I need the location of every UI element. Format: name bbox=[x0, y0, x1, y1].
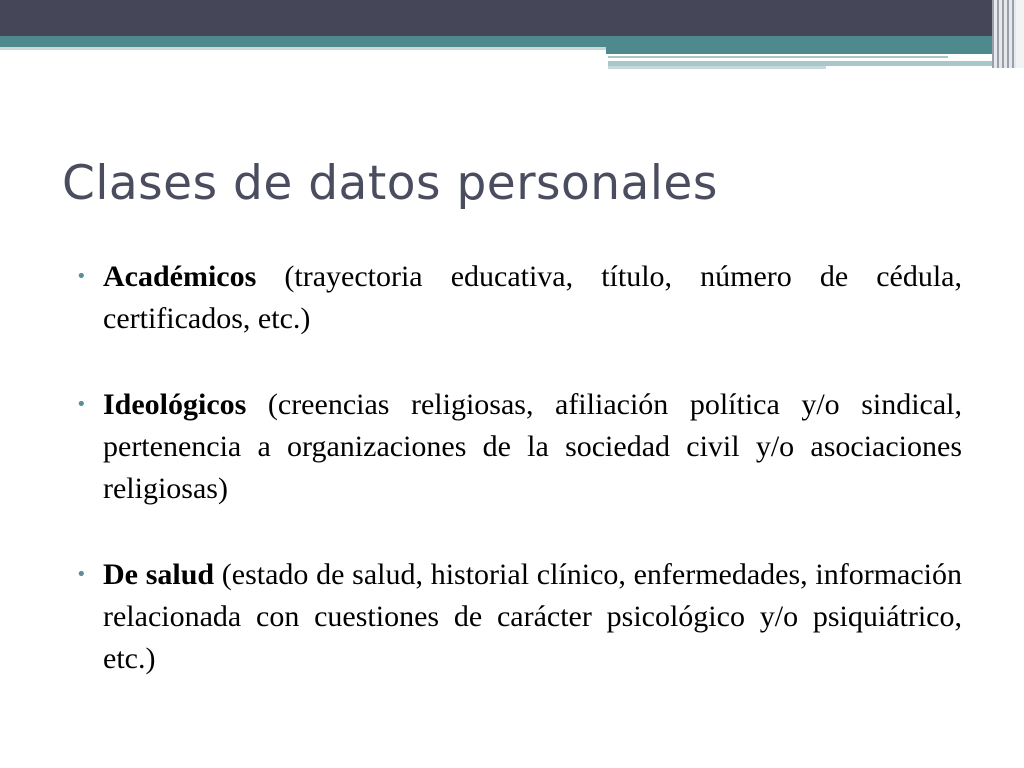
header-dark-band bbox=[0, 0, 1024, 36]
bullet-icon: • bbox=[76, 266, 87, 287]
bullet-icon: • bbox=[76, 564, 87, 585]
header-tab-step bbox=[606, 47, 1024, 54]
bullet-icon: • bbox=[76, 394, 87, 415]
header-light-line bbox=[0, 47, 606, 50]
item-term: Académicos bbox=[103, 260, 257, 293]
list-item bbox=[76, 256, 962, 340]
item-description: (estado de salud, historial clínico, enfermedades, información relacionada con cuestiones de carácter psicológico y/o psiquiátrico, etc.) bbox=[103, 558, 962, 675]
header-accent-line bbox=[608, 56, 948, 58]
slide-title: Clases de datos personales bbox=[62, 156, 718, 211]
header-stripes-cap bbox=[1016, 0, 1024, 68]
item-term: De salud bbox=[103, 558, 215, 591]
list-item bbox=[76, 554, 962, 680]
item-description: (creencias religiosas, afiliación política y/o sindical, pertenencia a organizaciones de la sociedad civil y/o asociaciones religiosas) bbox=[103, 388, 963, 505]
list-item bbox=[76, 384, 962, 510]
item-term: Ideológicos bbox=[103, 388, 247, 421]
bullet-list bbox=[76, 256, 962, 680]
header-accent-line bbox=[608, 66, 826, 69]
header-teal-band bbox=[0, 36, 1024, 47]
item-description: (trayectoria educativa, título, número de cédula, certificados, etc.) bbox=[103, 260, 962, 335]
